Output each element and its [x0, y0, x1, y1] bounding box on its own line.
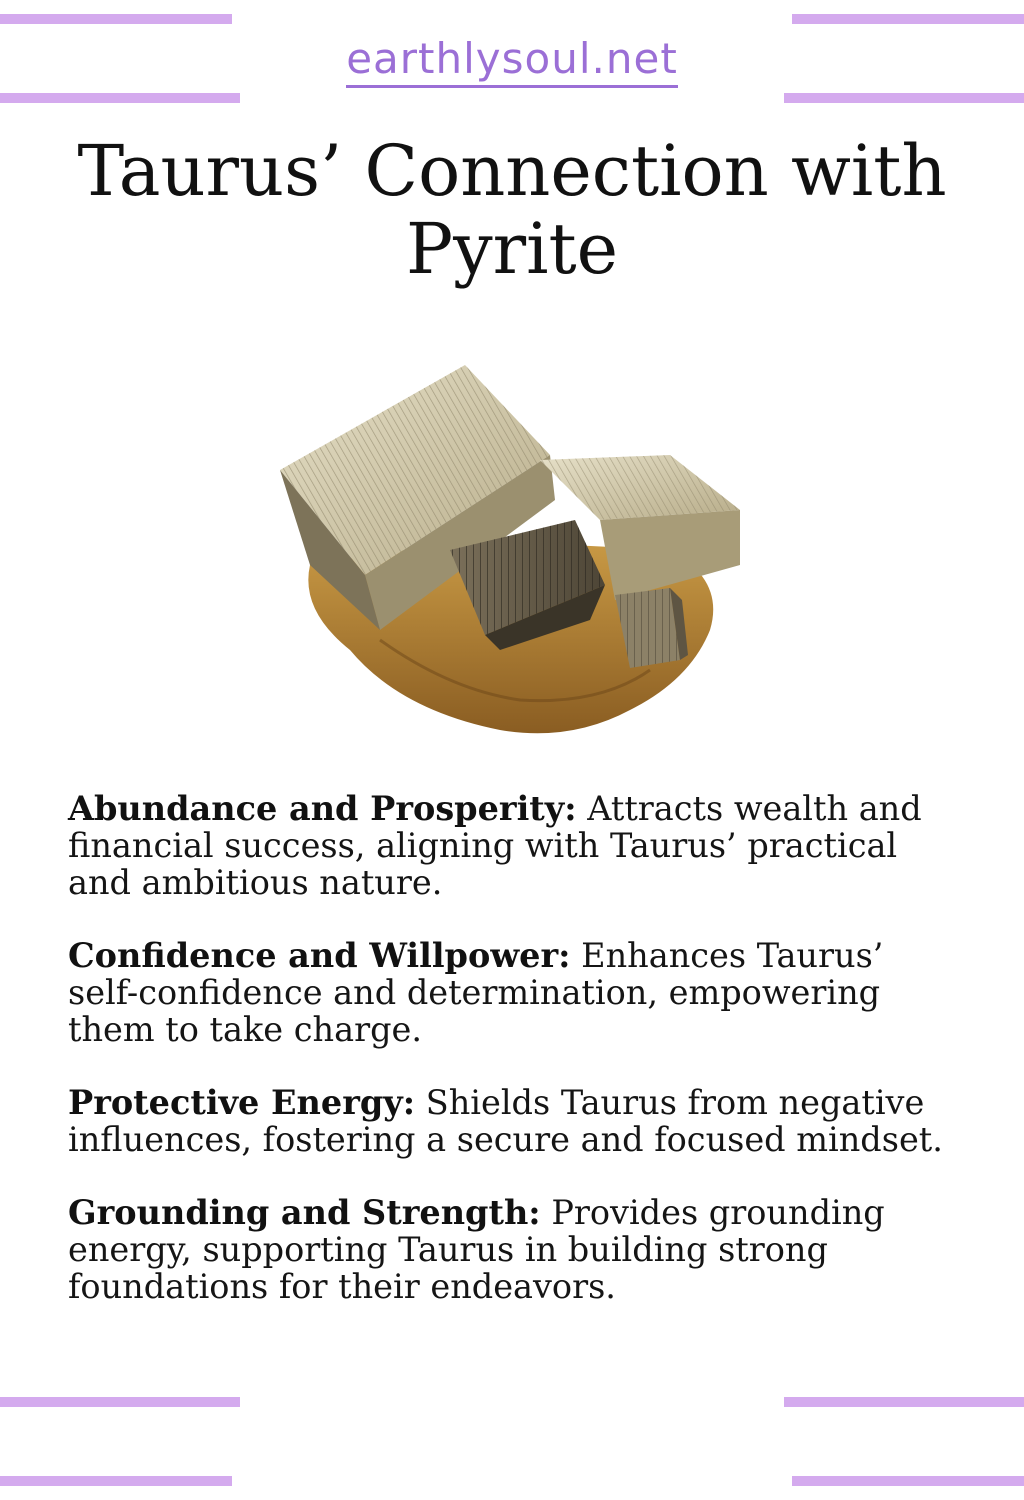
decorative-bar	[792, 1476, 1024, 1486]
benefit-item	[68, 790, 958, 901]
pyrite-crystal-icon	[270, 350, 760, 745]
benefit-heading: Abundance and Prosperity:	[68, 789, 577, 828]
benefit-item	[68, 1084, 958, 1158]
benefit-item	[68, 937, 958, 1048]
decorative-bar	[784, 1397, 1024, 1407]
page-title: Taurus’ Connection with Pyrite	[77, 130, 947, 290]
benefit-text: Shields Taurus from negative influences, fostering a secure and focused mindset.	[68, 1083, 943, 1159]
site-logo[interactable]	[0, 34, 1024, 88]
decorative-bar	[784, 93, 1024, 103]
logo-text: earthlysoul.net	[346, 34, 678, 88]
benefit-text: Provides grounding energy, supporting Taurus in building strong foundations for their endeavors.	[68, 1193, 885, 1306]
decorative-bar	[792, 14, 1024, 24]
decorative-bar	[0, 14, 232, 24]
benefit-text: Attracts wealth and financial success, aligning with Taurus’ practical and ambitious nature.	[68, 789, 922, 902]
decorative-bar	[0, 1397, 240, 1407]
benefit-text: Enhances Taurus’ self-confidence and determination, empowering them to take charge.	[68, 936, 884, 1049]
benefit-item	[68, 1194, 958, 1305]
decorative-bar	[0, 1476, 232, 1486]
benefit-heading: Confidence and Willpower:	[68, 936, 571, 975]
benefit-heading: Protective Energy:	[68, 1083, 416, 1122]
benefits-list	[68, 790, 958, 1341]
benefit-heading: Grounding and Strength:	[68, 1193, 541, 1232]
decorative-bar	[0, 93, 240, 103]
